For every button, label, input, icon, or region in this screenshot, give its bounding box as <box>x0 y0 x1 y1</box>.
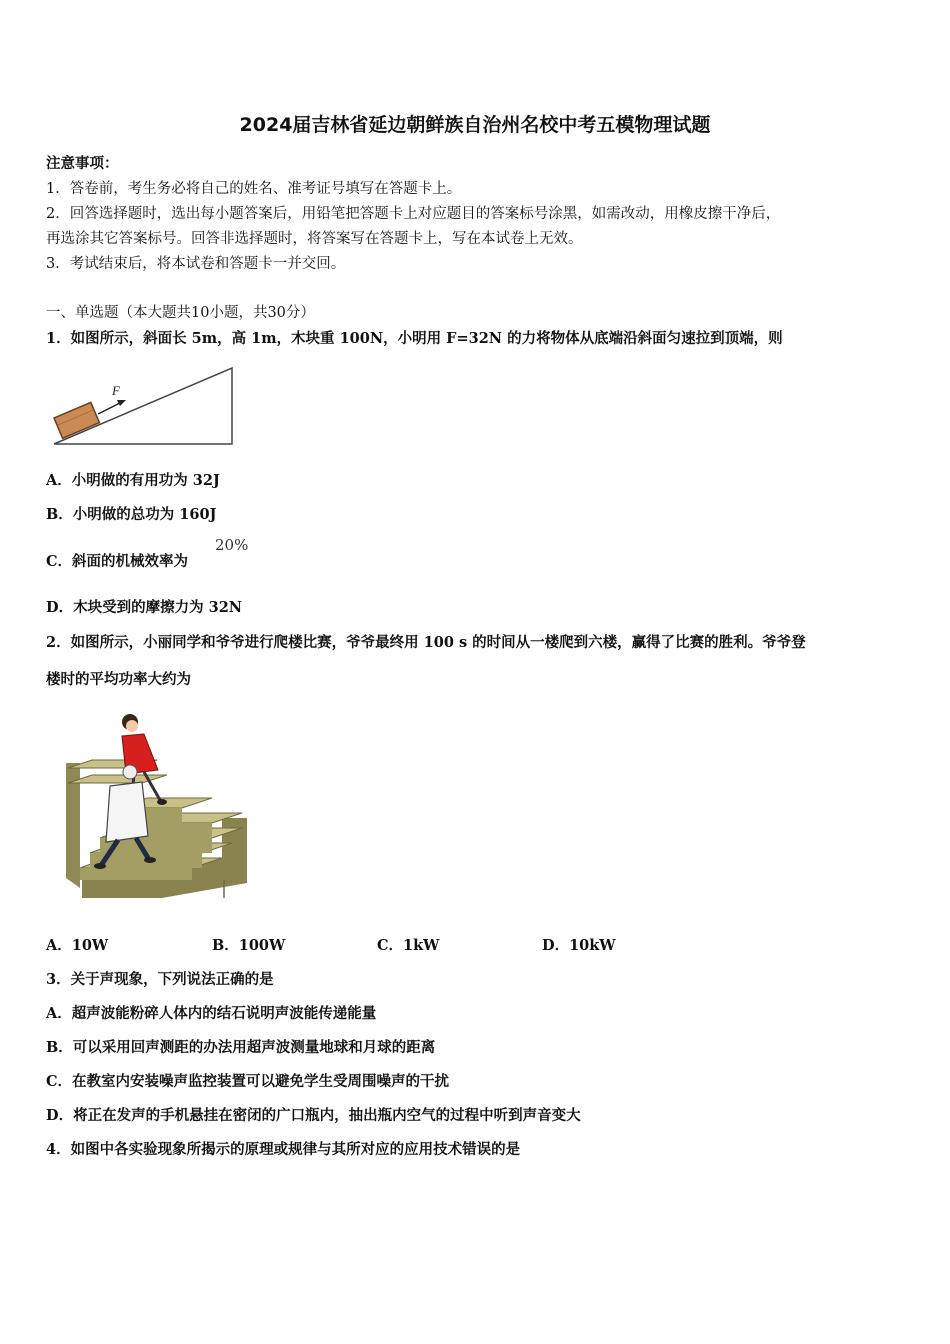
question-1-stem: 1．如图所示，斜面长 5m，高 1m，木块重 100N，小明用 F=32N 的力将物体从底端沿斜面匀速拉到顶端，则 <box>46 330 783 347</box>
notice-item: 2．回答选择题时，选出每小题答案后，用铅笔把答题卡上对应题目的答案标号涂黑，如需改动，用橡皮擦干净后， <box>46 206 781 222</box>
incline-figure <box>46 362 241 452</box>
section-heading: 一、单选题（本大题共10小题，共30分） <box>46 305 315 321</box>
q1-option-b: B．小明做的总功为 160J <box>46 506 217 523</box>
notice-item: 1．答卷前，考生务必将自己的姓名、准考证号填写在答题卡上。 <box>46 181 462 197</box>
question-3-stem: 3．关于声现象，下列说法正确的是 <box>46 971 274 988</box>
q1-option-d: D．木块受到的摩擦力为 32N <box>46 599 243 616</box>
q2-option-a: A．10W <box>46 937 109 954</box>
q1-option-c-value: 20% <box>215 536 249 554</box>
page-title: 2024届吉林省延边朝鲜族自治州名校中考五模物理试题 <box>239 114 711 136</box>
q1-option-c: C．斜面的机械效率为 <box>46 553 189 570</box>
q2-option-d: D．10kW <box>542 937 616 954</box>
wooden-block <box>54 402 99 438</box>
q3-option-a: A．超声波能粉碎人体内的结石说明声波能传递能量 <box>46 1005 377 1022</box>
q2-option-b: B．100W <box>212 937 286 954</box>
force-arrow <box>98 402 122 414</box>
question-4-stem: 4．如图中各实验现象所揭示的原理或规律与其所对应的应用技术错误的是 <box>46 1141 521 1158</box>
q2-option-c: C．1kW <box>377 937 440 954</box>
question-2-stem: 2．如图所示，小丽同学和爷爷进行爬楼比赛，爷爷最终用 100 s 的时间从一楼爬到六楼，赢得了比赛的胜利。爷爷登 <box>46 634 806 651</box>
notice-item: 再选涂其它答案标号。回答非选择题时，将答案写在答题卡上，写在本试卷上无效。 <box>46 231 583 247</box>
question-2-stem-cont: 楼时的平均功率大约为 <box>46 671 191 688</box>
notice-heading: 注意事项： <box>46 155 119 172</box>
stairs-climbing-figure <box>62 708 252 900</box>
q3-option-c: C．在教室内安装噪声监控装置可以避免学生受周围噪声的干扰 <box>46 1073 450 1090</box>
q3-option-d: D．将正在发声的手机悬挂在密闭的广口瓶内，抽出瓶内空气的过程中听到声音变大 <box>46 1107 581 1124</box>
q1-option-a: A．小明做的有用功为 32J <box>46 472 220 489</box>
force-label: F <box>112 383 120 398</box>
notice-item: 3．考试结束后，将本试卷和答题卡一并交回。 <box>46 256 346 272</box>
q3-option-b: B．可以采用回声测距的办法用超声波测量地球和月球的距离 <box>46 1039 436 1056</box>
